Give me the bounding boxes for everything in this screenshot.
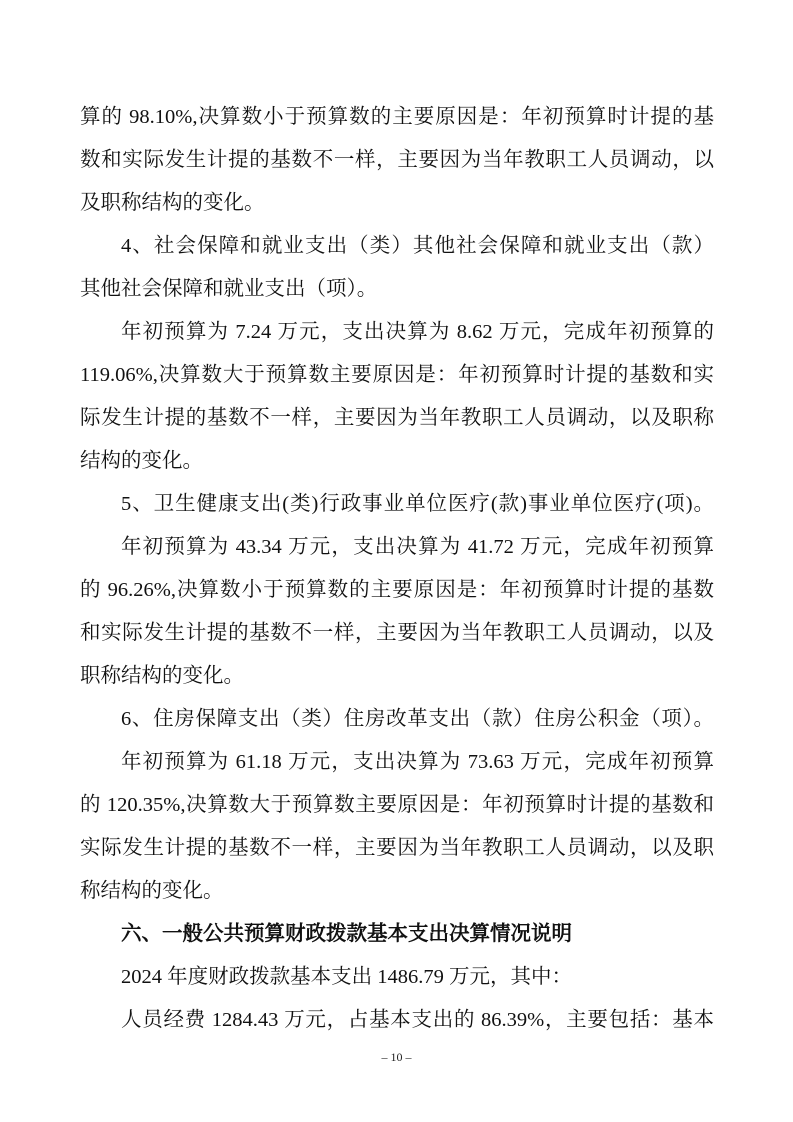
document-body xyxy=(80,96,714,1042)
text-line: 人员经费 1284.43 万元，占基本支出的 86.39%，主要包括：基本 xyxy=(121,1009,714,1031)
text-line: 的 120.35%,决算数大于预算数主要原因是：年初预算时计提的基数和 xyxy=(80,794,714,816)
section-heading-6 xyxy=(80,913,714,956)
text-line: 称结构的变化。 xyxy=(80,880,224,902)
text-line: 算的 98.10%,决算数小于预算数的主要原因是：年初预算时计提的基 xyxy=(80,106,714,128)
paragraph-personnel-expenditure xyxy=(80,999,714,1042)
text-line: 119.06%,决算数大于预算数主要原因是：年初预算时计提的基数和实 xyxy=(80,364,714,386)
text-line: 实际发生计提的基数不一样，主要因为当年教职工人员调动，以及职 xyxy=(80,837,714,859)
paragraph-item-5-title xyxy=(80,483,714,526)
paragraph-item-4-detail xyxy=(80,311,714,483)
page-number: – 10 – xyxy=(381,1050,412,1064)
text-line: 4、社会保障和就业支出（类）其他社会保障和就业支出（款） xyxy=(121,235,714,257)
text-line: 及职称结构的变化。 xyxy=(80,192,265,214)
text-line: 2024 年度财政拨款基本支出 1486.79 万元，其中： xyxy=(121,966,572,988)
text-line: 职称结构的变化。 xyxy=(80,665,244,687)
text-line: 和实际发生计提的基数不一样，主要因为当年教职工人员调动，以及 xyxy=(80,622,714,644)
paragraph-item-6-title xyxy=(80,698,714,741)
text-line: 数和实际发生计提的基数不一样，主要因为当年教职工人员调动，以 xyxy=(80,149,714,171)
text-line: 年初预算为 61.18 万元，支出决算为 73.63 万元，完成年初预算 xyxy=(121,751,714,773)
text-line: 5、卫生健康支出(类)行政事业单位医疗(款)事业单位医疗(项)。 xyxy=(121,493,714,515)
text-line: 6、住房保障支出（类）住房改革支出（款）住房公积金（项）。 xyxy=(121,708,714,730)
section-heading: 六、一般公共预算财政拨款基本支出决算情况说明 xyxy=(121,923,572,945)
paragraph-item-4-title xyxy=(80,225,714,311)
text-line: 其他社会保障和就业支出（项）。 xyxy=(80,278,378,300)
text-line: 年初预算为 43.34 万元，支出决算为 41.72 万元，完成年初预算 xyxy=(121,536,714,558)
paragraph-basic-expenditure xyxy=(80,956,714,999)
text-line: 结构的变化。 xyxy=(80,450,203,472)
text-line: 的 96.26%,决算数小于预算数的主要原因是：年初预算时计提的基数 xyxy=(80,579,714,601)
text-line: 年初预算为 7.24 万元，支出决算为 8.62 万元，完成年初预算的 xyxy=(121,321,714,343)
paragraph-item-5-detail xyxy=(80,526,714,698)
paragraph-salary-continuation xyxy=(80,96,714,225)
text-line: 际发生计提的基数不一样，主要因为当年教职工人员调动，以及职称 xyxy=(80,407,714,429)
paragraph-item-6-detail xyxy=(80,741,714,913)
